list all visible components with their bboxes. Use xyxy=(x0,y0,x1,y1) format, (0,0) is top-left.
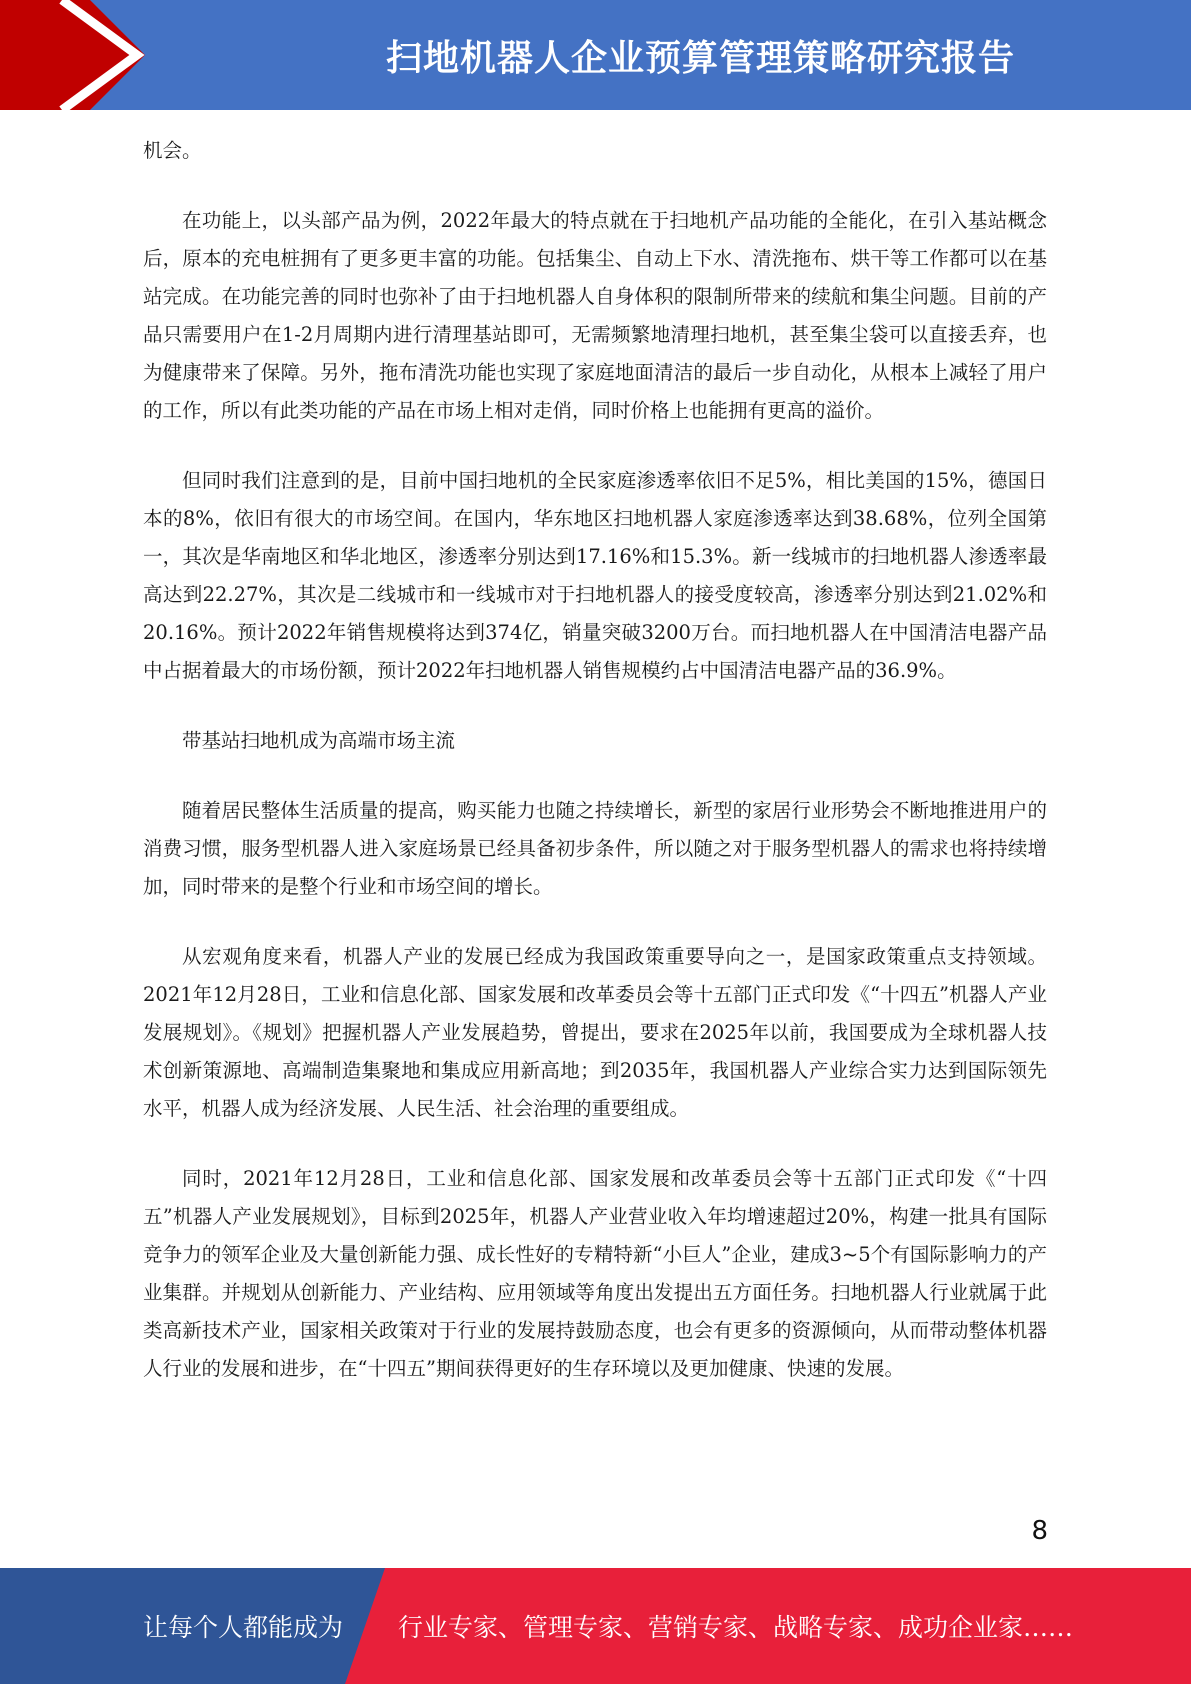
footer-slogan-left: 让每个人都能成为 xyxy=(143,1613,344,1642)
red-chevron-shape xyxy=(0,0,145,110)
paragraph-policy-macro: 从宏观角度来看，机器人产业的发展已经成为我国政策重要导向之一，是国家政策重点支持领域。2021年12月28日，工业和信息化部、国家发展和改革委员会等十五部门正式印发《“十四五”机器人产业发展规划》。《规划》把握机器人产业发展趋势，曾提出，要求在2025年以前，我国要成为全球机器人技术创新策源地、高端制造集聚地和集成应用新高地；到2035年，我国机器人产业综合实力达到国际领先水平，机器人成为经济发展、人民生活、社会治理的重要组成。 xyxy=(143,945,1047,1120)
paragraph-policy-plan: 同时，2021年12月28日，工业和信息化部、国家发展和改革委员会等十五部门正式印发《“十四五”机器人产业发展规划》，目标到2025年，机器人产业营业收入年均增速超过20%，构建一批具有国际竞争力的领军企业及大量创新能力强、成长性好的专精特新“小巨人”企业，建成3~5个有国际影响力的产业集群。并规划从创新能力、产业结构、应用领域等角度出发提出五方面任务。扫地机器人行业就属于此类高新技术产业，国家相关政策对于行业的发展持鼓励态度，也会有更多的资源倾向，从而带动整体机器人行业的发展和进步，在“十四五”期间获得更好的生存环境以及更加健康、快速的发展。 xyxy=(143,1167,1047,1380)
page-footer xyxy=(0,1568,1191,1684)
section-heading-base-station: 带基站扫地机成为高端市场主流 xyxy=(182,729,456,752)
page-number: 8 xyxy=(1031,1516,1048,1546)
report-title: 扫地机器人企业预算管理策略研究报告 xyxy=(385,37,1015,79)
page-header xyxy=(0,0,1191,110)
header-chevron-decoration xyxy=(0,0,160,110)
body-text xyxy=(143,132,1047,1420)
paragraph-functions: 在功能上，以头部产品为例，2022年最大的特点就在于扫地机产品功能的全能化，在引入基站概念后，原本的充电桩拥有了更多更丰富的功能。包括集尘、自动上下水、清洗拖布、烘干等工作都可以在基站完成。在功能完善的同时也弥补了由于扫地机器人自身体积的限制所带来的续航和集尘问题。目前的产品只需要用户在1-2月周期内进行清理基站即可，无需频繁地清理扫地机，甚至集尘袋可以直接丢弃，也为健康带来了保障。另外，拖布清洗功能也实现了家庭地面清洁的最后一步自动化，从根本上减轻了用户的工作，所以有此类功能的产品在市场上相对走俏，同时价格上也能拥有更高的溢价。 xyxy=(143,209,1047,422)
footer-slogan-right: 行业专家、管理专家、营销专家、战略专家、成功企业家…… xyxy=(398,1613,1074,1642)
paragraph-penetration-rate: 但同时我们注意到的是，目前中国扫地机的全民家庭渗透率依旧不足5%，相比美国的15%，德国日本的8%，依旧有很大的市场空间。在国内，华东地区扫地机器人家庭渗透率达到38.68%，位列全国第一，其次是华南地区和华北地区，渗透率分别达到17.16%和15.3%。新一线城市的扫地机器人渗透率最高达到22.27%，其次是二线城市和一线城市对于扫地机器人的接受度较高，渗透率分别达到21.02%和20.16%。预计2022年销售规模将达到374亿，销量突破3200万台。而扫地机器人在中国清洁电器产品中占据着最大的市场份额，预计2022年扫地机器人销售规模约占中国清洁电器产品的36.9%。 xyxy=(143,469,1047,682)
paragraph-demand-growth: 随着居民整体生活质量的提高，购买能力也随之持续增长，新型的家居行业形势会不断地推进用户的消费习惯，服务型机器人进入家庭场景已经具备初步条件，所以随之对于服务型机器人的需求也将持续增加，同时带来的是整个行业和市场空间的增长。 xyxy=(143,799,1047,898)
paragraph-continuation: 机会。 xyxy=(143,139,202,162)
